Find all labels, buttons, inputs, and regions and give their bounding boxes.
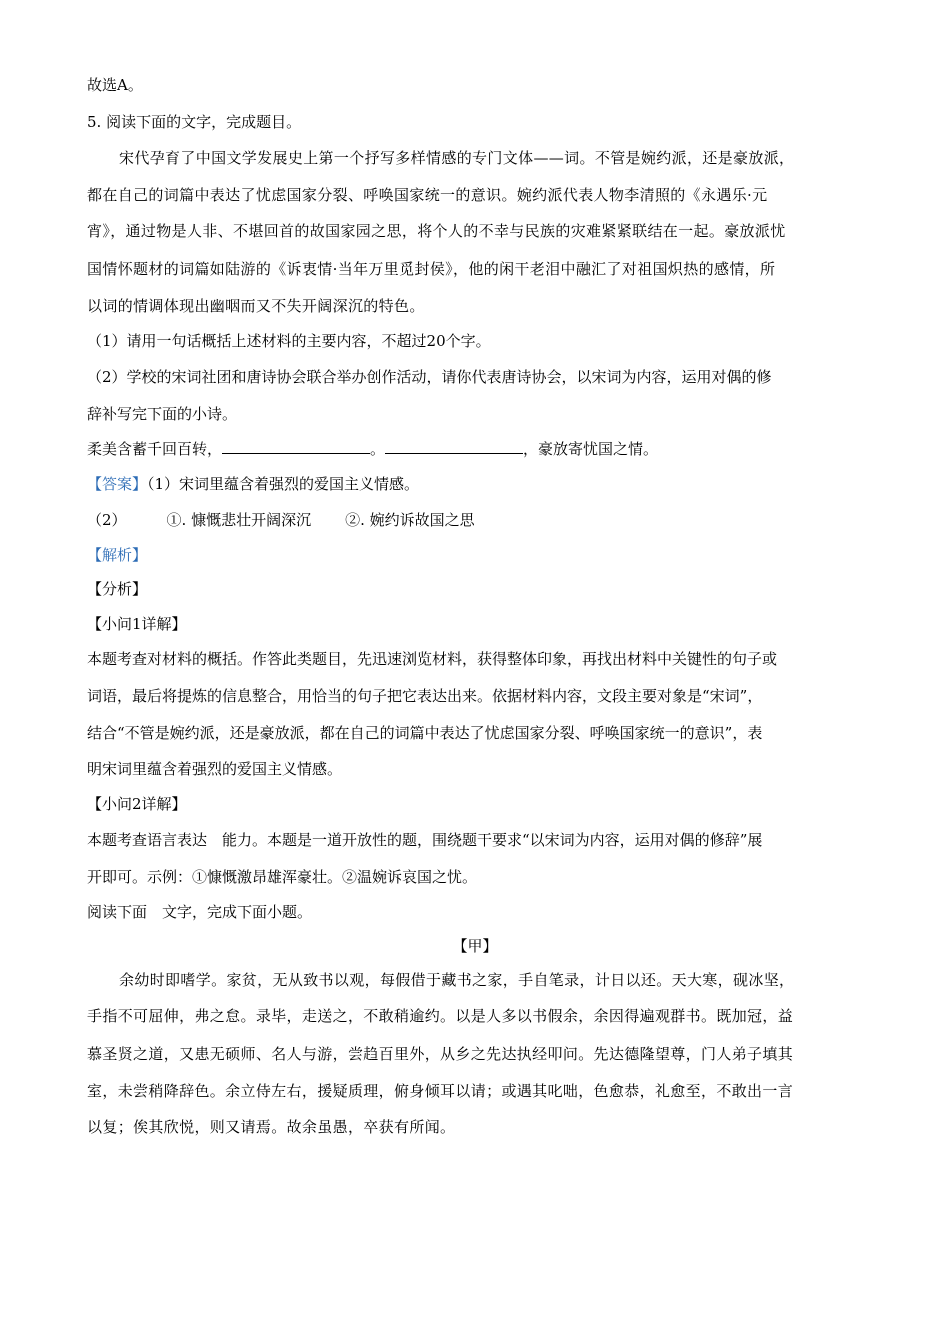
classical-text-line: 慕圣贤之道，又患无硕师、名人与游，尝趋百里外，从乡之先达执经叩问。先达德隆望尊，门人弟子填其 xyxy=(87,1045,794,1063)
answer-1: （1）宋词里蕴含着强烈的爱国主义情感。 xyxy=(147,475,420,493)
classical-text-line: 室，未尝稍降辞色。余立侍左右，援疑质理，俯身倾耳以请；或遇其叱咄，色愈恭，礼愈至，不敢出一言 xyxy=(87,1082,794,1100)
classical-text-line: 余幼时即嗜学。家贫，无从致书以观，每假借于藏书之家，手自笔录，计日以还。天大寒，砚冰坚， xyxy=(119,971,795,989)
poem-part-b: 。 xyxy=(370,440,386,458)
poem-part-c: ，豪放寄忧国之情。 xyxy=(523,440,659,458)
passage-line: 国情怀题材的词篇如陆游的《诉衷情·当年万里觅封侯》，他的闲干老泪中融汇了对祖国炽热的感情，所 xyxy=(87,260,776,278)
section-jia-heading: 【甲】 xyxy=(452,937,498,955)
sub-question-1-detail-heading: 【小问1详解】 xyxy=(87,615,187,633)
reading-instruction xyxy=(87,902,312,922)
classical-text-line: 手指不可屈伸，弗之怠。录毕，走送之，不敢稍逾约。以是人多以书假余，余因得遍观群书。既加冠，益 xyxy=(87,1007,794,1025)
question-5-title: 5. 阅读下面的文字，完成题目。 xyxy=(87,113,302,131)
answer-line-2 xyxy=(87,510,475,530)
poem-line xyxy=(87,439,658,459)
detail-line xyxy=(87,830,762,850)
passage-line: 都在自己的词篇中表达了忧虑国家分裂、呼唤国家统一的意识。婉约派代表人物李清照的《永遇乐·元 xyxy=(87,186,768,204)
sub-question-2-cont: 辞补写完下面的小诗。 xyxy=(87,405,238,423)
sub-question-1: （1）请用一句话概括上述材料的主要内容，不超过20个字。 xyxy=(87,332,491,350)
detail-line: 本题考查对材料的概括。作答此类题目，先迅速浏览材料，获得整体印象，再找出材料中关键性的句子或 xyxy=(87,650,778,668)
answer-2-option-2: ②. 婉约诉故国之思 xyxy=(345,511,475,529)
analysis-tag: 【解析】 xyxy=(87,546,148,564)
answer-2-label: （2） xyxy=(87,511,127,529)
detail-line: 词语，最后将提炼的信息整合，用恰当的句子把它表达出来。依据材料内容，文段主要对象是“宋词”， xyxy=(87,687,763,705)
answer-tag: 【答案】 xyxy=(87,475,148,493)
answer-2-option-1: ①. 慷慨悲壮开阔深沉 xyxy=(166,511,312,529)
fenxi-heading: 【分析】 xyxy=(87,580,148,598)
detail-text: 能力。本题是一道开放性的题，围绕题干要求“以宋词为内容，运用对偶的修辞”展 xyxy=(222,831,763,849)
text-line: 故选A。 xyxy=(87,76,143,94)
detail-line: 明宋词里蕴含着强烈的爱国主义情感。 xyxy=(87,760,343,778)
passage-line: 宵》，通过物是人非、不堪回首的故国家园之思，将个人的不幸与民族的灾难紧紧联结在一起。豪放派忧 xyxy=(87,222,786,240)
detail-line: 结合“不管是婉约派，还是豪放派，都在自己的词篇中表达了忧虑国家分裂、呼唤国家统一的意识”，表 xyxy=(87,724,763,742)
sub-question-2: （2）学校的宋词社团和唐诗协会联合举办创作活动，请你代表唐诗协会，以宋词为内容，运用对偶的修 xyxy=(87,368,772,386)
answer-blank-1 xyxy=(222,439,370,454)
answer-blank-2 xyxy=(385,439,523,454)
detail-line: 开即可。示例：①慷慨激昂雄浑豪壮。②温婉诉哀国之忧。 xyxy=(87,868,478,886)
detail-text: 本题考查语言表达 xyxy=(87,831,208,849)
instruction-text: 文字，完成下面小题。 xyxy=(162,903,313,921)
sub-question-2-detail-heading: 【小问2详解】 xyxy=(87,795,187,813)
passage-line: 宋代孕育了中国文学发展史上第一个抒写多样情感的专门文体——词。不管是婉约派，还是豪放派， xyxy=(119,149,795,167)
answer-line-1 xyxy=(87,474,419,494)
classical-text-line: 以复；俟其欣悦，则又请焉。故余虽愚，卒获有所闻。 xyxy=(87,1118,456,1136)
instruction-text: 阅读下面 xyxy=(87,903,148,921)
poem-part-a: 柔美含蓄千回百转， xyxy=(87,440,223,458)
passage-line: 以词的情调体现出幽咽而又不失开阔深沉的特色。 xyxy=(87,297,425,315)
